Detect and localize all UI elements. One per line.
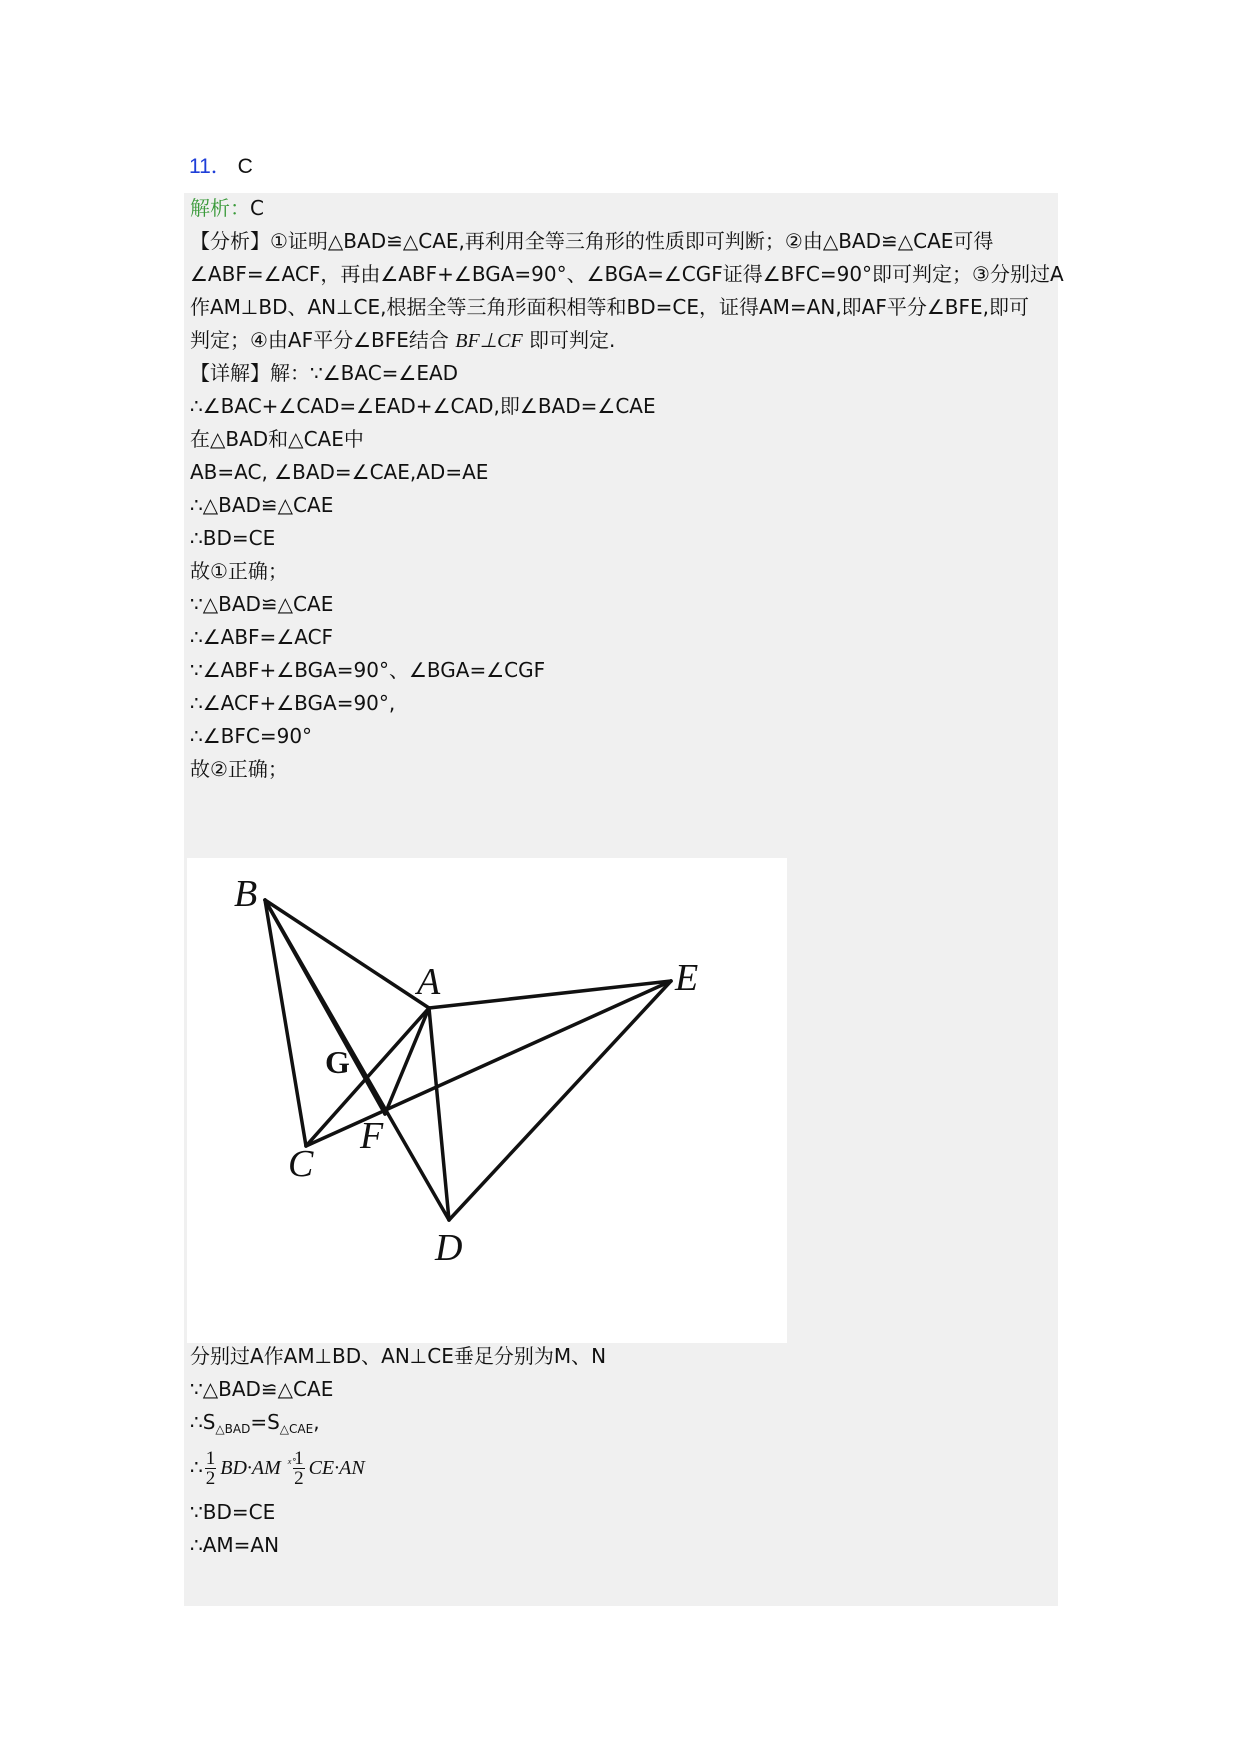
fraction-2-numerator: 1 [294, 1448, 304, 1469]
area-sub-bad: △BAD [215, 1422, 251, 1436]
detail-line-17 [190, 1443, 365, 1490]
detail-line-11: ∴∠ACF+∠BGA=90°, [190, 691, 396, 715]
label-c: C [288, 1143, 314, 1185]
formula-prefix: ∴ [190, 1455, 203, 1479]
formula-expr-2: CE·AN [308, 1457, 365, 1479]
label-b: B [234, 873, 258, 915]
fenxi-line-4-math: BF⊥CF [455, 330, 523, 352]
detail-line-14: 分别过A作AM⊥BD、AN⊥CE垂足分别为M、N [190, 1344, 607, 1368]
label-a: A [417, 961, 441, 1003]
label-f: F [360, 1115, 384, 1157]
question-answer: C [237, 155, 253, 178]
detail-line-16 [190, 1407, 320, 1444]
segment-ae [429, 981, 671, 1008]
area-equals: =S [250, 1410, 280, 1434]
fraction-1-numerator: 1 [205, 1448, 216, 1469]
area-prefix: ∴S [190, 1410, 216, 1434]
solution-panel [184, 193, 1064, 1606]
analysis-line [190, 193, 264, 223]
geometry-figure [187, 858, 787, 1343]
detail-line-10: ∵∠ABF+∠BGA=90°、∠BGA=∠CGF [190, 658, 546, 682]
fenxi-line-1: 【分析】①证明△BAD≌△CAE,再利用全等三角形的性质即可判断；②由△BAD≌△CAE可得 [190, 229, 994, 253]
triangle-diagram [187, 858, 787, 1343]
question-number: 11． [189, 155, 232, 178]
area-comma: , [313, 1410, 320, 1434]
question-line [189, 152, 253, 182]
detail-line-12: ∴∠BFC=90° [190, 724, 313, 748]
fraction-half-1 [205, 1449, 217, 1488]
fenxi-line-4-text-b: 即可判定. [529, 328, 616, 352]
detail-line-5: ∴△BAD≌△CAE [190, 493, 334, 517]
formula-expr-1: BD·AM [220, 1457, 281, 1479]
segment-af [385, 1008, 429, 1114]
detail-line-6: ∴BD=CE [190, 526, 276, 550]
analysis-value: C [250, 196, 264, 220]
segment-ed [449, 981, 671, 1220]
detail-line-9: ∴∠ABF=∠ACF [190, 625, 334, 649]
detail-line-3: 在△BAD和△CAE中 [190, 427, 364, 451]
fenxi-line-3: 作AM⊥BD、AN⊥CE,根据全等三角形面积相等和BD=CE，证得AM=AN,即AF平分∠BFE,即可 [190, 295, 1030, 319]
label-g: G [325, 1044, 350, 1080]
formula-middle-mark: ˣ̊ [287, 1457, 292, 1472]
fraction-2-denominator: 2 [294, 1468, 304, 1489]
fenxi-line-4-text-a: 判定；④由AF平分∠BFE结合 [190, 328, 449, 352]
label-d: D [435, 1227, 463, 1269]
detail-line-15: ∵△BAD≌△CAE [190, 1377, 334, 1401]
detail-line-2: ∴∠BAC+∠CAD=∠EAD+∠CAD,即∠BAD=∠CAE [190, 394, 656, 418]
detail-line-8: ∵△BAD≌△CAE [190, 592, 334, 616]
fenxi-line-2: ∠ABF=∠ACF，再由∠ABF+∠BGA=90°、∠BGA=∠CGF证得∠BFC=90°即可判定；③分别过A [190, 262, 1064, 286]
label-e: E [675, 957, 699, 999]
fenxi-line-4 [190, 325, 615, 356]
detail-line-7: 故①正确； [190, 559, 288, 583]
detail-line-13: 故②正确； [190, 757, 288, 781]
analysis-label: 解析： [190, 196, 250, 220]
segment-ba [265, 900, 429, 1008]
detail-line-19: ∴AM=AN [190, 1533, 280, 1557]
detail-line-4: AB=AC, ∠BAD=∠CAE,AD=AE [190, 460, 489, 484]
detail-line-1: 【详解】解：∵∠BAC=∠EAD [190, 361, 459, 385]
fraction-half-2 [293, 1449, 305, 1488]
fraction-1-denominator: 2 [205, 1468, 216, 1489]
area-sub-cae: △CAE [279, 1422, 314, 1436]
detail-line-18: ∵BD=CE [190, 1500, 276, 1524]
